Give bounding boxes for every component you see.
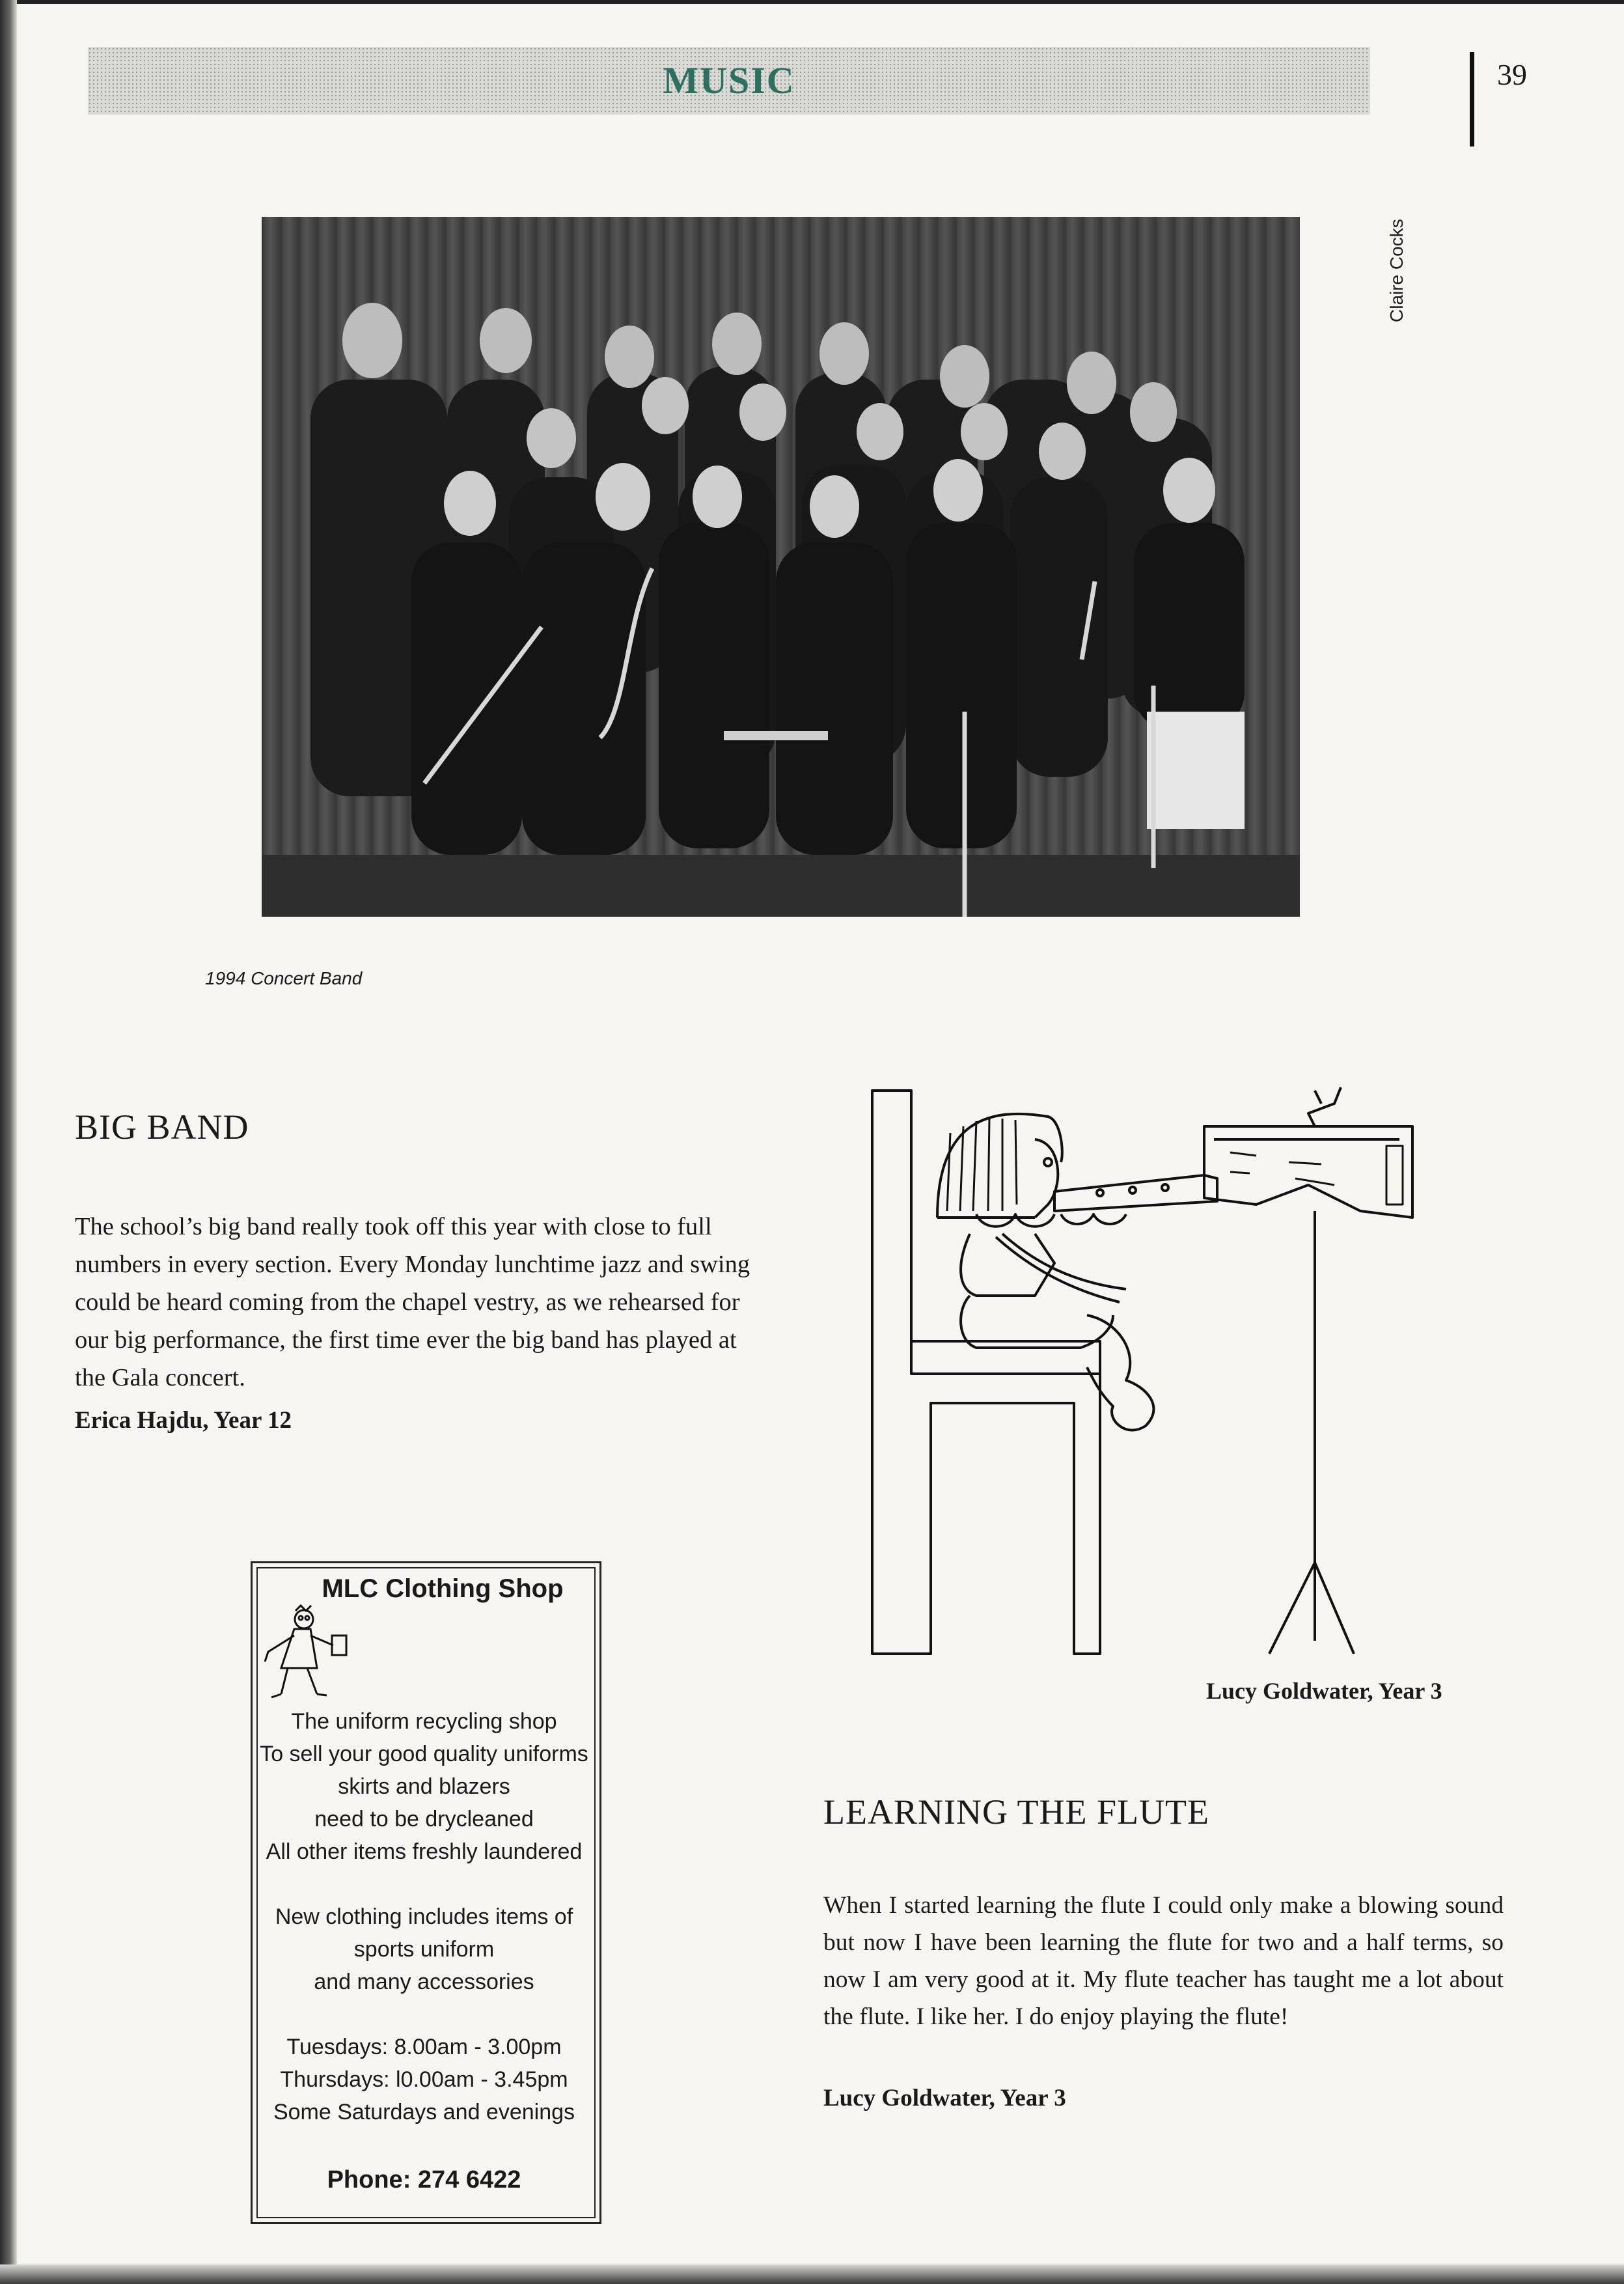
advert-title: MLC Clothing Shop — [322, 1574, 564, 1603]
flute-player-drawing — [840, 1081, 1438, 1667]
page-bottom-edge — [0, 2264, 1624, 2284]
photo-credit — [1379, 215, 1418, 326]
advert-line: sports uniform — [353, 1937, 495, 1962]
learning-flute-heading: LEARNING THE FLUTE — [823, 1792, 1209, 1831]
photo-credit-text: Claire Cocks — [1386, 219, 1407, 322]
big-band-heading: BIG BAND — [75, 1107, 249, 1147]
section-title: MUSIC — [663, 59, 795, 102]
big-band-author: Erica Hajdu, Year 12 — [75, 1407, 292, 1434]
photo-caption: 1994 Concert Band — [205, 968, 363, 988]
drawing-credit: Lucy Goldwater, Year 3 — [1206, 1678, 1442, 1704]
advert-line: Tuesdays: 8.00am - 3.00pm — [286, 2035, 562, 2059]
advert-line: The uniform recycling shop — [291, 1709, 557, 1734]
advert-line: and many accessories — [314, 1970, 534, 1994]
concert-band-photo — [262, 217, 1300, 917]
advert-line: skirts and blazers — [338, 1774, 510, 1799]
advert-line: Some Saturdays and evenings — [273, 2100, 575, 2124]
page-binding-edge — [0, 0, 17, 2284]
header-rule — [1470, 52, 1474, 146]
learning-flute-author: Lucy Goldwater, Year 3 — [823, 2085, 1066, 2111]
advert-line: need to be drycleaned — [314, 1807, 534, 1831]
advert-line: To sell your good quality uniforms — [260, 1742, 588, 1766]
advert-line: Thursdays: l0.00am - 3.45pm — [280, 2067, 568, 2092]
page-top-edge — [0, 0, 1624, 4]
big-band-body: The school’s big band really took off this year with close to full numbers in every section. Every Monday lunchtime jazz and swing could be heard coming from the chapel vestry, as we rehearsed for our big performance, the first time ever the big band has played at the Gala concert. — [75, 1213, 750, 1391]
advert-phone: Phone: 274 6422 — [327, 2166, 521, 2193]
page-number: 39 — [1497, 58, 1527, 91]
advert-line: New clothing includes items of — [275, 1904, 573, 1929]
learning-flute-body: When I started learning the flute I could only make a blowing sound but now I have been learning the flute for two and a half terms, so now I am very good at it. My flute teacher has taught me a lot about the flute. I like her. I do enjoy playing the flute! — [823, 1892, 1504, 2030]
shopper-cartoon-icon — [255, 1596, 372, 1714]
advert-line: All other items freshly laundered — [266, 1839, 583, 1864]
